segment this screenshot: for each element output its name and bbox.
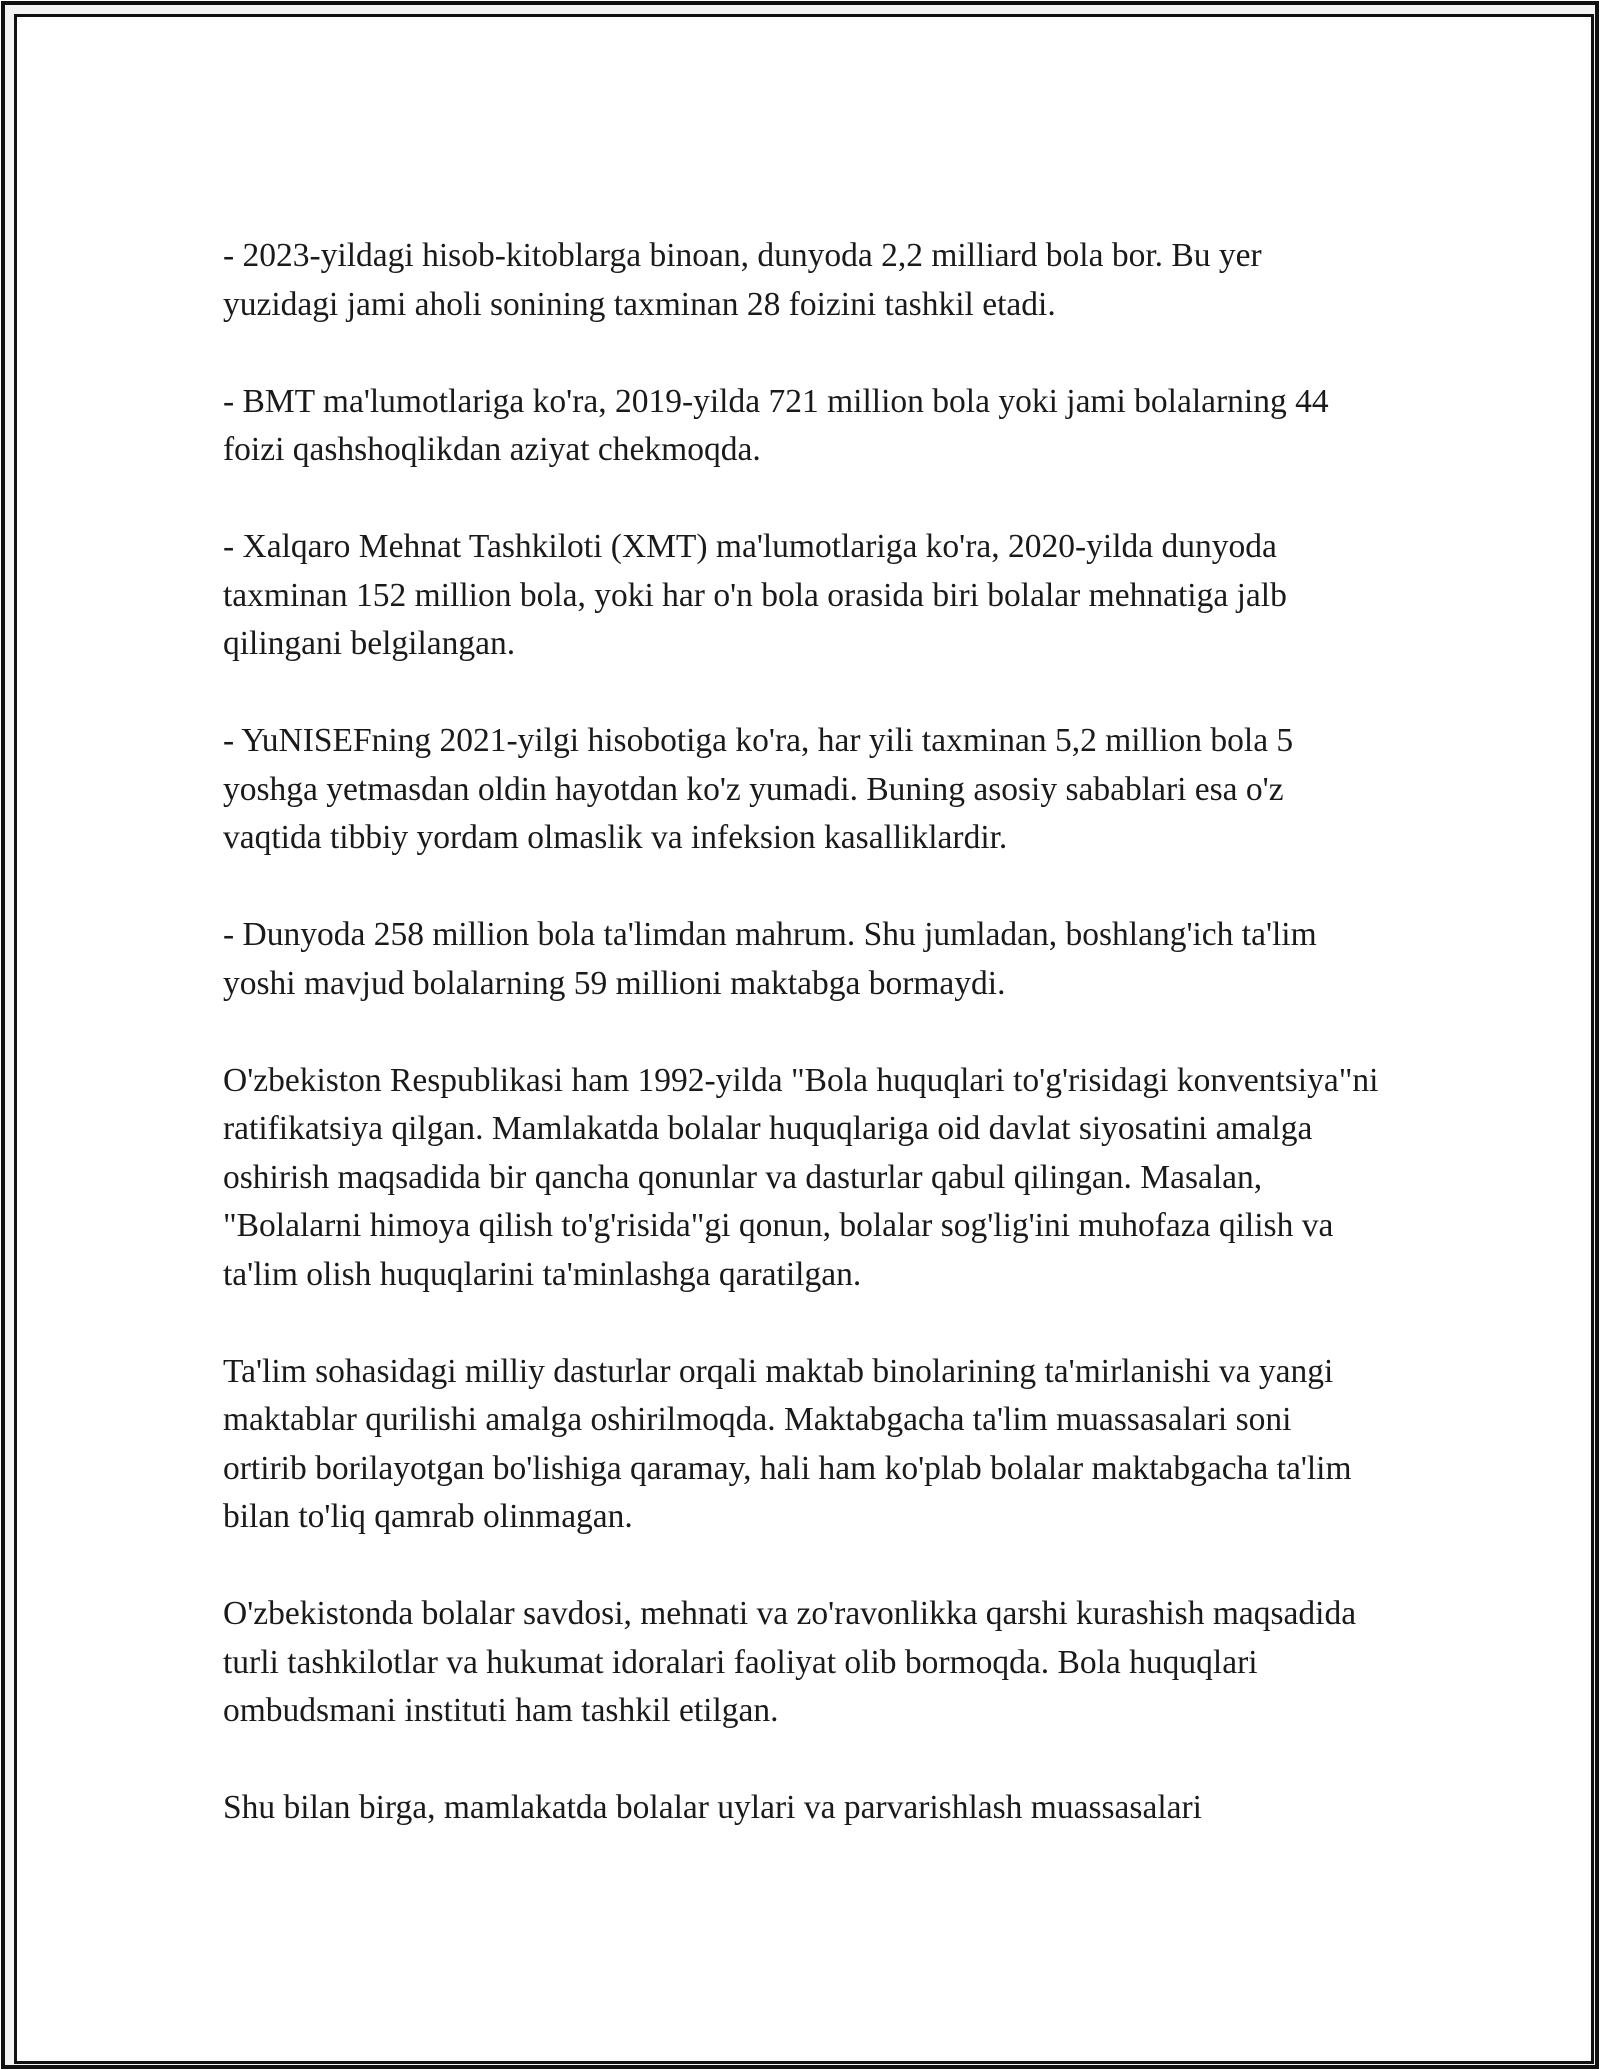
paragraph-poverty-statistics: - BMT ma'lumotlariga ko'ra, 2019-yilda 721 million bola yoki jami bolalarning 44 foizi qashshoqlikdan aziyat chekmoqda. xyxy=(223,382,1329,468)
paragraph-world-children-count: - 2023-yildagi hisob-kitoblarga binoan, dunyoda 2,2 milliard bola bor. Bu yer yuzidagi jami aholi sonining taxminan 28 foizini tashkil etadi. xyxy=(223,237,1262,323)
paragraph-trafficking-ombudsman: O'zbekistonda bolalar savdosi, mehnati va zo'ravonlikka qarshi kurashish maqsadida turli tashkilotlar va hukumat idoralari faoliyat olib bormoqda. Bola huquqlari ombudsmani instituti ham tashkil etilgan. xyxy=(223,1595,1357,1729)
paragraph-education-access: - Dunyoda 258 million bola ta'limdan mahrum. Shu jumladan, boshlang'ich ta'lim yoshi mavjud bolalarning 59 millioni maktabga bormaydi. xyxy=(223,916,1317,1002)
paragraph-child-mortality: - YuNISEFning 2021-yilgi hisobotiga ko'ra, har yili taxminan 5,2 million bola 5 yoshga yetmasdan oldin hayotdan ko'z yumadi. Buning asosiy sabablari esa o'z vaqtida tibbiy yordam olmaslik va infeksion kasalliklardir. xyxy=(223,722,1294,856)
paragraph-uzbekistan-convention: O'zbekiston Respublikasi ham 1992-yilda "Bola huquqlari to'g'risidagi konventsiya"ni ratifikatsiya qilgan. Mamlakatda bolalar huquqlariga oid davlat siyosatini amalga oshirish maqsadida bir qancha qonunlar va dasturlar qabul qilingan. Masalan, "Bolalarni himoya qilish to'g'risida"gi qonun, bolalar sog'lig'ini muhofaza qilish va ta'lim olish huquqlarini ta'minlashga qaratilgan. xyxy=(223,1061,1379,1293)
paragraph-child-labor: - Xalqaro Mehnat Tashkiloti (XMT) ma'lumotlariga ko'ra, 2020-yilda dunyoda taxminan 152 million bola, yoki har o'n bola orasida biri bolalar mehnatiga jalb qilingani belgilangan. xyxy=(223,528,1287,662)
paragraph-childrens-homes: Shu bilan birga, mamlakatda bolalar uylari va parvarishlash muassasalari xyxy=(223,1789,1202,1826)
paragraph-education-programs: Ta'lim sohasidagi milliy dasturlar orqali maktab binolarining ta'mirlanishi va yangi maktablar qurilishi amalga oshirilmoqda. Maktabgacha ta'lim muassasalari soni ortirib borilayotgan bo'lishiga qaramay, hali ham ko'plab bolalar maktabgacha ta'lim bilan to'liq qamrab olinmagan. xyxy=(223,1352,1352,1535)
document-body xyxy=(223,232,1383,1833)
